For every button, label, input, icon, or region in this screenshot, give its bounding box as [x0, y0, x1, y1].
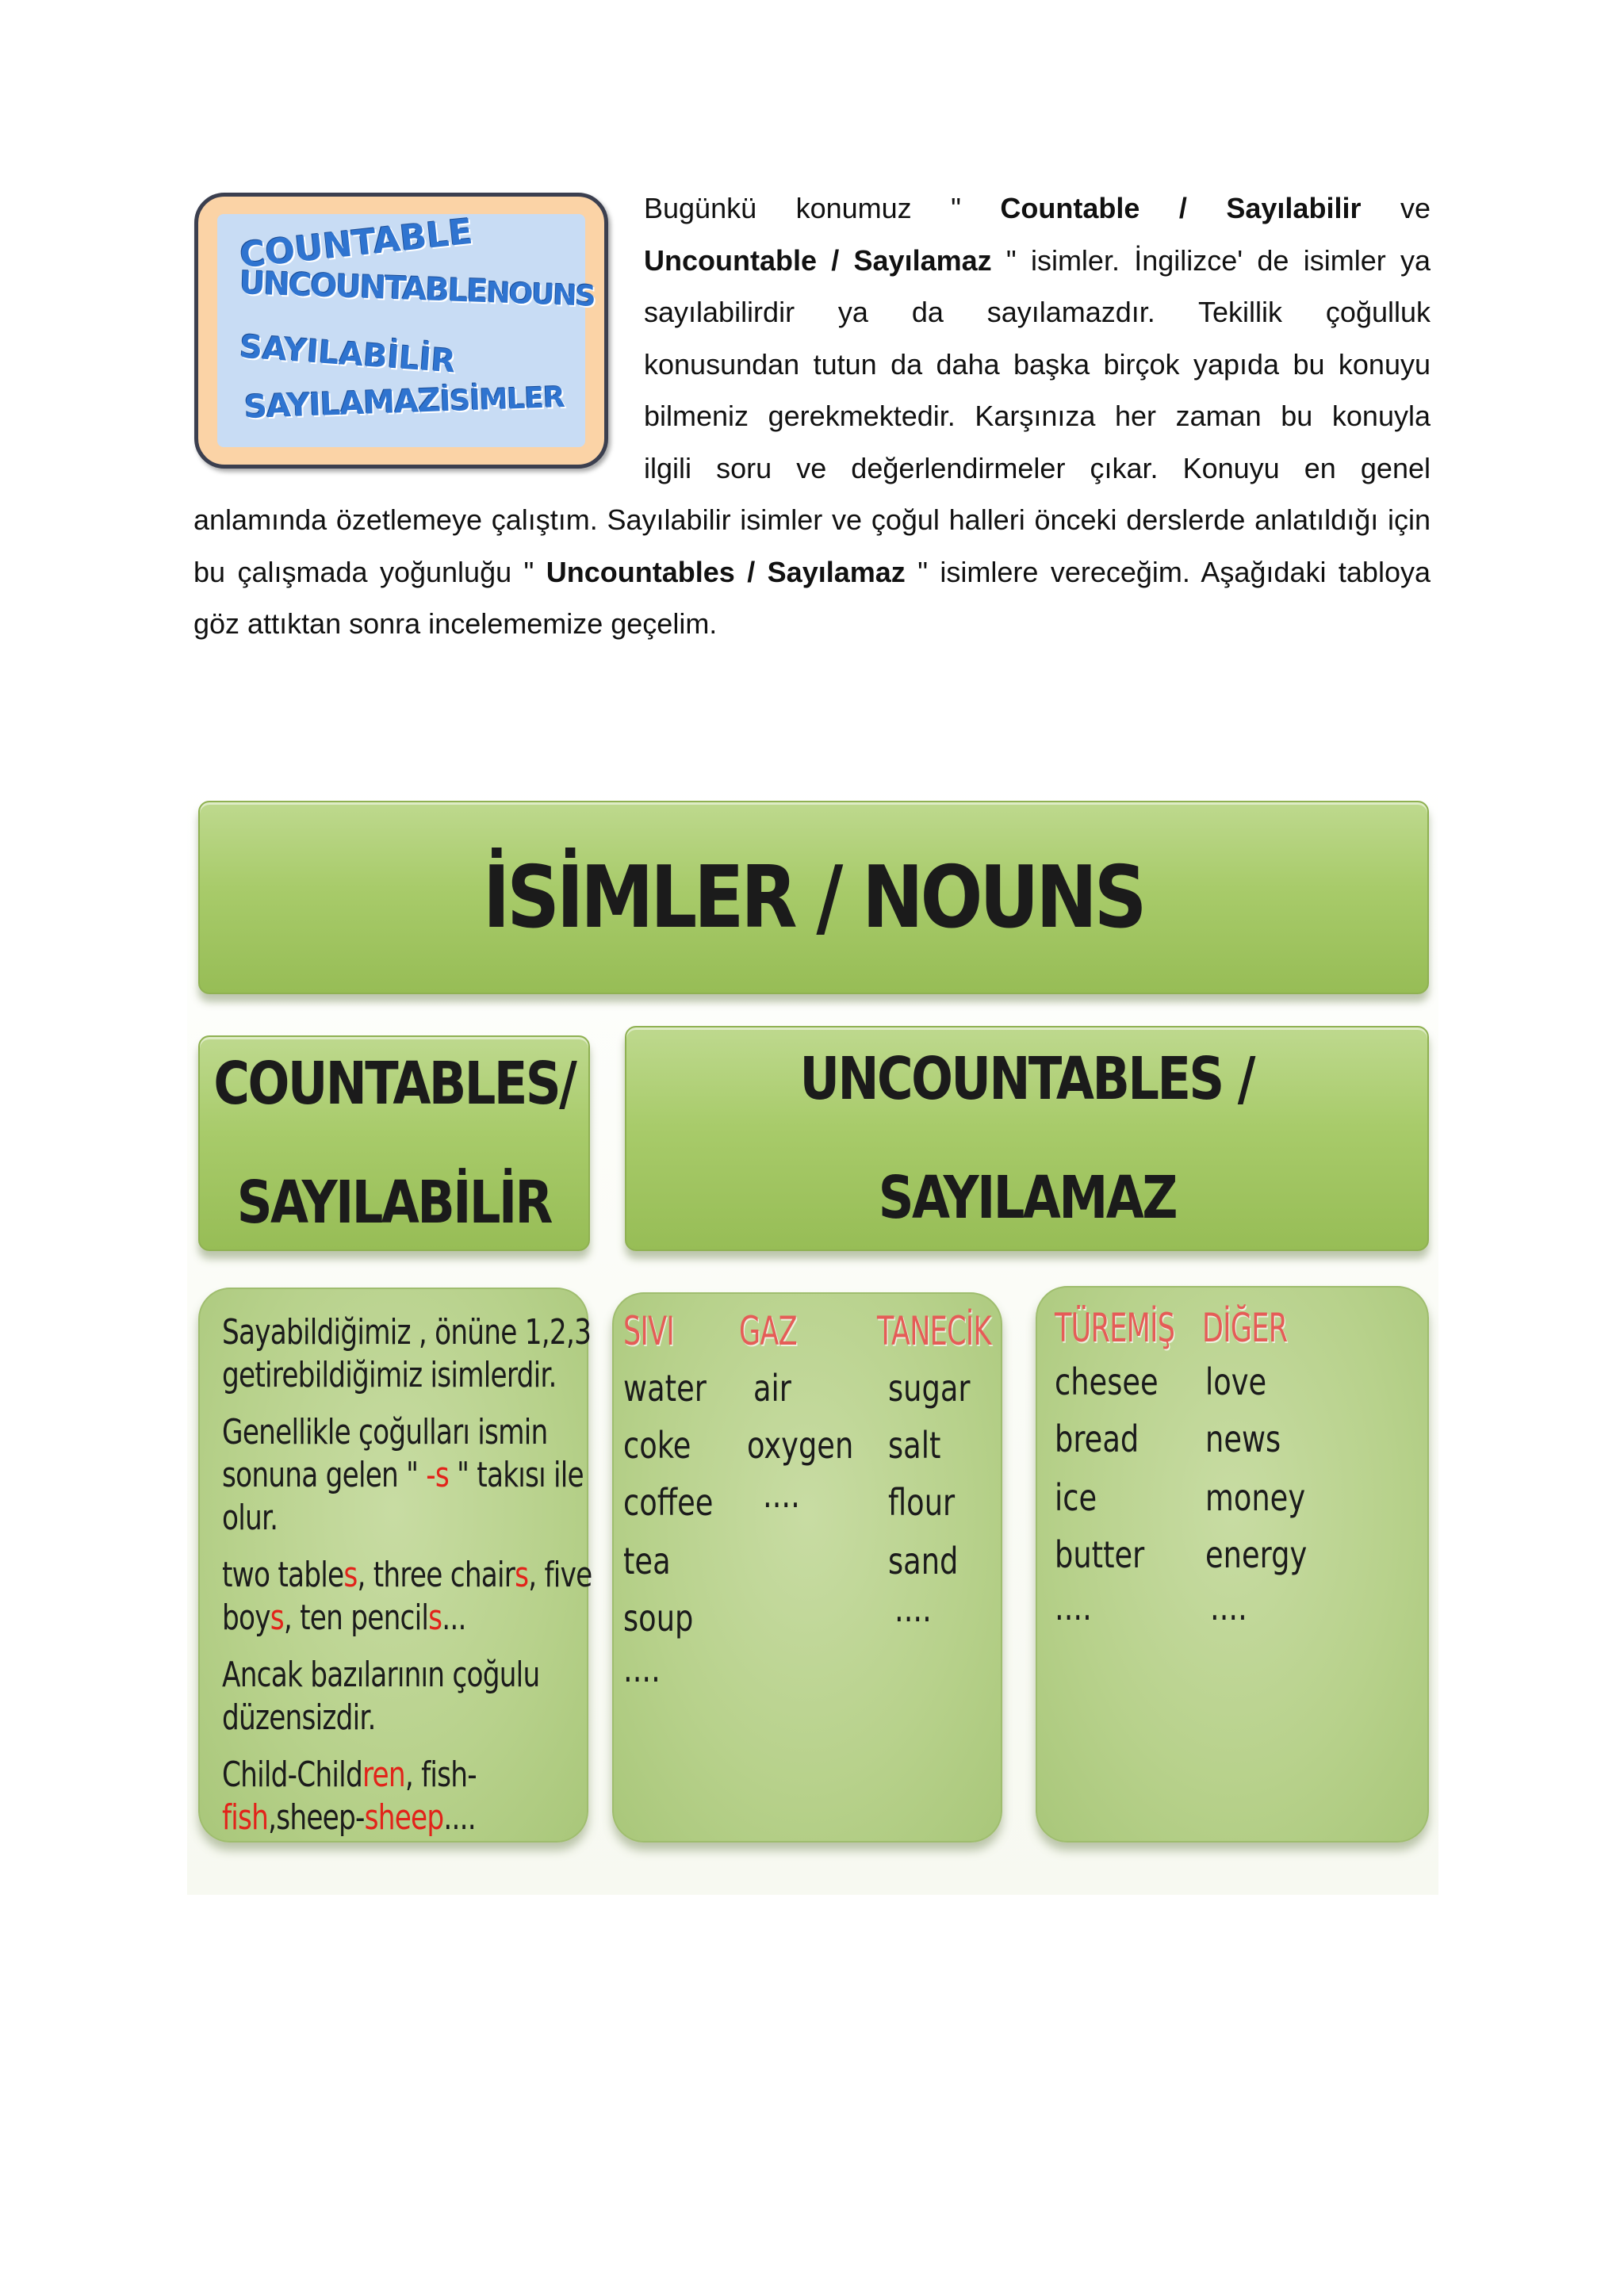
list-item: tea: [623, 1540, 671, 1582]
countables-desc-line: Ancak bazılarının çoğulu: [222, 1655, 540, 1695]
list-item: air: [753, 1367, 791, 1410]
intro-line-6: ilgili soru ve değerlendirmeler çıkar. Konuyu en genel: [644, 451, 1431, 484]
desc-text: , five: [528, 1555, 592, 1595]
intro-text: ve: [1400, 192, 1431, 224]
desc-red-suffix: s: [428, 1598, 442, 1638]
uncountables-other-box: [1036, 1286, 1429, 1843]
countables-example-line: [222, 1554, 592, 1597]
header-diger: DİĞER: [1202, 1305, 1288, 1351]
list-item: ....: [763, 1473, 800, 1516]
desc-text: ...: [442, 1598, 466, 1638]
uncountables-header-box: [625, 1026, 1429, 1251]
intro-text: Bugünkü konumuz ": [644, 192, 961, 224]
intro-line-1: [644, 182, 1431, 235]
logo-text-uncountable: UNCOUNTABLE: [239, 265, 488, 311]
desc-text: two table: [222, 1555, 344, 1595]
uncountables-title-line1: UNCOUNTABLES /: [799, 1045, 1254, 1113]
list-item: flour: [888, 1481, 956, 1524]
intro-line-3: sayılabilirdir ya da sayılamazdır. Tekillik çoğulluk: [644, 296, 1431, 328]
desc-red-suffix: ren: [362, 1755, 405, 1795]
countables-desc-line: düzensizdir.: [222, 1697, 376, 1738]
intro-bold-uncountable: Uncountable / Sayılamaz: [644, 243, 992, 277]
list-item: ....: [623, 1647, 661, 1690]
nouns-diagram: [187, 777, 1438, 1895]
desc-text: Child-Child: [222, 1755, 362, 1795]
header-sivi: SIVI: [623, 1308, 675, 1354]
list-item: money: [1205, 1476, 1306, 1519]
countables-title-line1: COUNTABLES/: [213, 1050, 575, 1118]
list-item: soup: [623, 1597, 694, 1640]
intro-bold-countable: Countable / Sayılabilir: [1000, 192, 1362, 224]
countables-example-line: [222, 1754, 592, 1797]
nouns-title-box: [198, 801, 1429, 994]
list-item: coffee: [623, 1481, 714, 1524]
desc-red-suffix: s: [343, 1555, 358, 1595]
uncountables-title-line2: SAYILAMAZ: [878, 1164, 1176, 1232]
desc-text: ....: [443, 1797, 476, 1838]
logo-text-isimler: İSİMLER: [439, 381, 565, 419]
uncountables-types-box: [612, 1292, 1002, 1843]
countables-desc-line: Genellikle çoğulları ismin: [222, 1412, 548, 1452]
intro-line-5: bilmeniz gerekmektedir. Karşınıza her zaman bu konuyla: [644, 400, 1431, 432]
header-turemis: TÜREMİŞ: [1055, 1305, 1175, 1351]
list-item: oxygen: [747, 1424, 854, 1467]
list-item: love: [1205, 1360, 1267, 1403]
desc-red-suffix: fish: [222, 1797, 269, 1838]
logo-text-sayilabilir: SAYILABİLİR: [238, 328, 458, 381]
list-item: water: [623, 1367, 707, 1410]
countables-desc-line: Sayabildiğimiz , önüne 1,2,3: [222, 1312, 592, 1353]
list-item: chesee: [1055, 1360, 1159, 1403]
intro-line-4: konusundan tutun da daha başka birçok yapıda bu konuyu: [644, 347, 1431, 381]
countables-description-box: [198, 1288, 592, 1843]
list-item: bread: [1055, 1418, 1139, 1460]
list-item: ice: [1055, 1476, 1097, 1519]
desc-red-suffix: sheep: [364, 1797, 444, 1838]
desc-red-suffix: s: [270, 1598, 284, 1638]
logo-text-sayilamaz: SAYILAMAZ: [243, 382, 441, 427]
logo-text-countable: COUNTABLE: [238, 211, 475, 277]
intro-line-2: [644, 235, 1431, 287]
desc-text: sonuna gelen ": [222, 1455, 427, 1495]
list-item: ....: [894, 1587, 932, 1630]
intro-paragraph-side: [644, 182, 1431, 494]
list-item: sand: [888, 1540, 959, 1582]
countables-example-line: [222, 1797, 592, 1839]
desc-text: ,sheep-: [268, 1797, 365, 1838]
header-tanecik: TANECİK: [877, 1308, 991, 1354]
list-item: butter: [1055, 1533, 1145, 1576]
logo-text-nouns: NOUNS: [485, 277, 596, 313]
diagram-title: İSİMLER / NOUNS: [483, 848, 1144, 947]
countables-desc-line: getirebildiğimiz isimlerdir.: [222, 1355, 557, 1395]
desc-text: , three chair: [357, 1555, 515, 1595]
countables-example-line: [222, 1597, 592, 1640]
list-item: salt: [888, 1424, 941, 1467]
countables-desc-line: [222, 1454, 592, 1497]
list-item: sugar: [888, 1367, 971, 1410]
intro-text: " isimler. İngilizce' de isimler ya: [1005, 243, 1431, 277]
header-gaz: GAZ: [739, 1308, 797, 1354]
list-item: ....: [1210, 1586, 1247, 1628]
desc-text: , fish-: [404, 1755, 477, 1795]
desc-text: " takısı ile: [449, 1455, 584, 1495]
intro-text: anlamında özetlemeye çalıştım. Sayılabilir isimler ve çoğul halleri önceki derslerde anlatıldığı için bu çalışmada yoğunluğu ": [193, 503, 1431, 588]
list-item: energy: [1205, 1533, 1308, 1576]
desc-text: , ten pencil: [283, 1598, 429, 1638]
list-item: news: [1205, 1418, 1281, 1460]
intro-paragraph-full: [193, 494, 1431, 650]
desc-red-suffix: -s: [426, 1455, 450, 1495]
list-item: ....: [1055, 1586, 1092, 1628]
desc-text: boy: [222, 1598, 270, 1638]
intro-bold-uncountables: Uncountables / Sayılamaz: [546, 555, 906, 588]
countable-nouns-logo: [194, 193, 608, 469]
intro-text: " isimlere vereceğim. Aşağıdaki tabloya göz attıktan sonra incelememize geçelim.: [193, 555, 1431, 640]
desc-red-suffix: s: [515, 1555, 529, 1595]
countables-title-line2: SAYILABİLİR: [236, 1169, 552, 1237]
countables-header-box: [198, 1035, 590, 1251]
list-item: coke: [623, 1424, 691, 1467]
countables-desc-line: olur.: [222, 1498, 278, 1538]
